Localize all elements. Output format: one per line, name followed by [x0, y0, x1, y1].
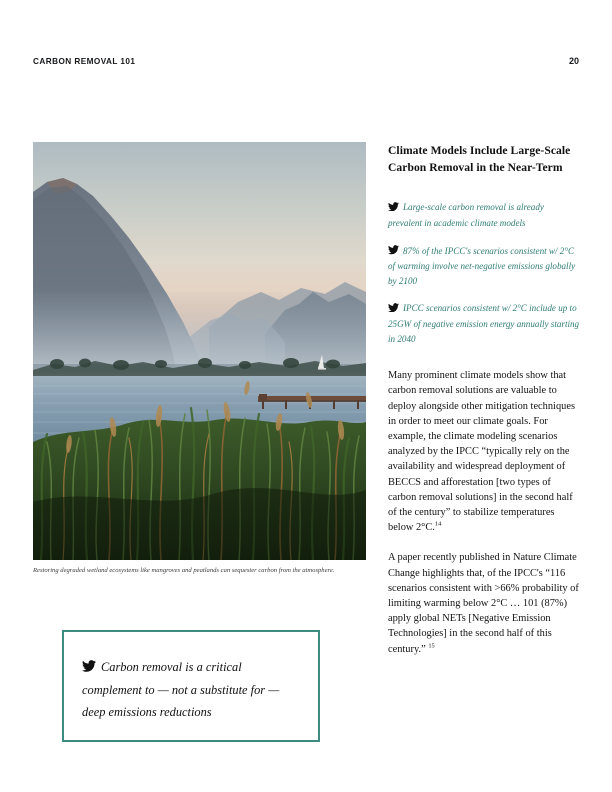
tweet-bullet-2 — [388, 244, 580, 289]
running-header — [33, 56, 579, 70]
tweet-bullet-3 — [388, 301, 580, 346]
footnote-marker: 14 — [434, 520, 442, 528]
tweet-bullet-1 — [388, 200, 580, 230]
twitter-bird-icon — [82, 657, 96, 679]
tweet-bullet-text: 87% of the IPCC's scenarios consistent w/ 2°C of warming involve net-negative emissions globally by 2100 — [388, 245, 576, 286]
body-text — [388, 368, 580, 657]
body-paragraph-2 — [388, 550, 580, 656]
body-paragraph-1 — [388, 368, 580, 535]
tweet-bullet-text: Large-scale carbon removal is already prevalent in academic climate models — [388, 202, 544, 228]
pull-quote-text-wrap — [82, 656, 302, 723]
paragraph-text: Many prominent climate models show that carbon removal solutions are valuable to deploy alongside other mitigation techniques in order to meet our climate goals. For example, the climate modeling scenarios analyzed by the IPCC “typically rely on the availability and widespread deployment of BECCS and afforestation [two types of carbon removal solutions] in the second half of the century” to stabilize temperatures below 2°C. — [388, 370, 575, 534]
right-column — [388, 142, 580, 672]
document-title: CARBON REMOVAL 101 — [33, 57, 136, 66]
section-heading: Climate Models Include Large-Scale Carbon Removal in the Near-Term — [388, 144, 571, 175]
twitter-bird-icon — [388, 302, 399, 317]
pull-quote-box — [62, 630, 320, 742]
pull-quote-text: Carbon removal is a critical complement to — not a substitute for — deep emissions reductions — [82, 660, 280, 719]
page-number: 20 — [568, 56, 579, 66]
twitter-bird-icon — [388, 201, 399, 216]
tweet-bullet-text: IPCC scenarios consistent w/ 2°C include up to 25GW of negative emission energy annually starting in 2040 — [388, 303, 580, 344]
wetland-lake-reeds-photo — [33, 142, 366, 560]
photo-illustration — [33, 142, 366, 560]
footnote-marker: 15 — [428, 642, 435, 650]
twitter-bird-icon — [388, 245, 399, 260]
figure-caption: Restoring degraded wetland ecosystems like mangroves and peatlands can sequester carbon from the atmosphere. — [33, 567, 335, 574]
paragraph-text: A paper recently published in Nature Climate Change highlights that, of the IPCC's “116 scenarios consistent with >66% probability of limiting warming below 2°C … 101 (87%) apply global NETs [Negative Emission Technologies] in the second half of this century.” — [388, 552, 579, 655]
